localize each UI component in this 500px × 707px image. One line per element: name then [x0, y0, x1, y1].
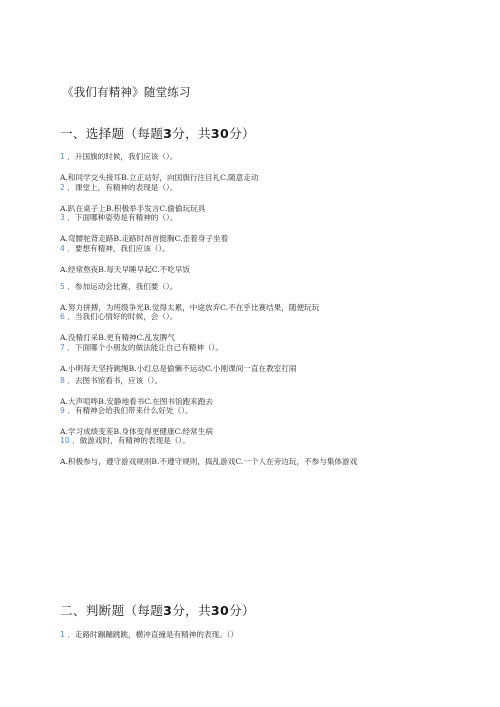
choice-options-9: A.学习成绩变差B.身体变得更健康C.经常生病 [60, 427, 213, 436]
question-text: ．要想有精神，我们应该（）。 [67, 244, 170, 253]
question-text: ．课堂上，有精神的表现是（）。 [67, 183, 178, 192]
choice-options-1: A.和同学交头接耳B.立正站好，向国旗行注目礼C.随意走动 [60, 173, 259, 182]
question-number: 7 [60, 343, 65, 352]
question-number: 10 [60, 436, 70, 445]
choice-options-5: A.努力拼搏，为班级争光B.觉得太累，中途放弃C.不在乎比赛结果，随便玩玩 [60, 303, 320, 312]
choice-question-1 [60, 152, 480, 162]
choice-question-4 [60, 244, 480, 254]
choice-options-6: A.没精打采B.更有精神C.乱发脾气 [60, 333, 175, 342]
question-number: 3 [60, 213, 65, 222]
question-text: ．下面哪个小朋友的做法能让自己有精神（）。 [67, 343, 223, 352]
question-text: ．参加运动会比赛，我们要（）。 [67, 282, 178, 291]
question-text: ．有精神会给我们带来什么好处（）。 [67, 406, 193, 415]
choice-question-7 [60, 343, 480, 353]
choice-options-3: A.弯腰驼背走路B.走路时昂首挺胸C.歪着身子坐着 [60, 234, 229, 243]
question-text: ．升国旗的时候，我们应该（）。 [67, 152, 178, 161]
question-number: 5 [60, 282, 65, 291]
question-text: ．下面哪种姿势是有精神的（）。 [67, 213, 178, 222]
choice-options-10: A.积极参与，遵守游戏规则B.不遵守规则，捣乱游戏C.一个人在旁边玩，不参与集体游戏 [60, 457, 358, 466]
choice-question-5 [60, 282, 480, 292]
question-number: 6 [60, 312, 65, 321]
choice-question-10 [60, 436, 480, 446]
choice-question-6 [60, 312, 480, 322]
question-text: ．去图书馆看书，应该（）。 [67, 376, 163, 385]
question-number: 1 [60, 630, 65, 639]
question-text: ．走路时蹦蹦跳跳，横冲直撞是有精神的表现。（） [67, 630, 239, 639]
question-number: 8 [60, 376, 65, 385]
choice-options-8: A.大声喧哗B.安静地看书C.在图书馆跑来跑去 [60, 397, 213, 406]
question-text: ．当我们心情好的时候，会（）。 [67, 312, 178, 321]
section-heading-choice: 一、选择题（每题3分，共30分） [60, 126, 255, 141]
question-number: 1 [60, 152, 65, 161]
choice-options-7: A.小明每天坚持跳绳B.小红总是偷懒不运动C.小刚课间一直在教室打闹 [60, 364, 297, 373]
choice-question-9 [60, 406, 480, 416]
question-number: 9 [60, 406, 65, 415]
question-number: 2 [60, 183, 65, 192]
choice-options-4: A.经常熬夜B.每天早睡早起C.不吃早饭 [60, 265, 191, 274]
choice-question-2 [60, 183, 480, 193]
choice-question-3 [60, 213, 480, 223]
question-text: ．做游戏时，有精神的表现是（）。 [72, 436, 190, 445]
choice-options-2: A.趴在桌子上B.积极举手发言C.偷偷玩玩具 [60, 204, 206, 213]
section-heading-judge: 二、判断题（每题3分，共30分） [60, 603, 255, 618]
judge-question-1 [60, 630, 480, 640]
question-number: 4 [60, 244, 65, 253]
choice-question-8 [60, 376, 480, 386]
page-title: 《我们有精神》随堂练习 [62, 85, 191, 99]
